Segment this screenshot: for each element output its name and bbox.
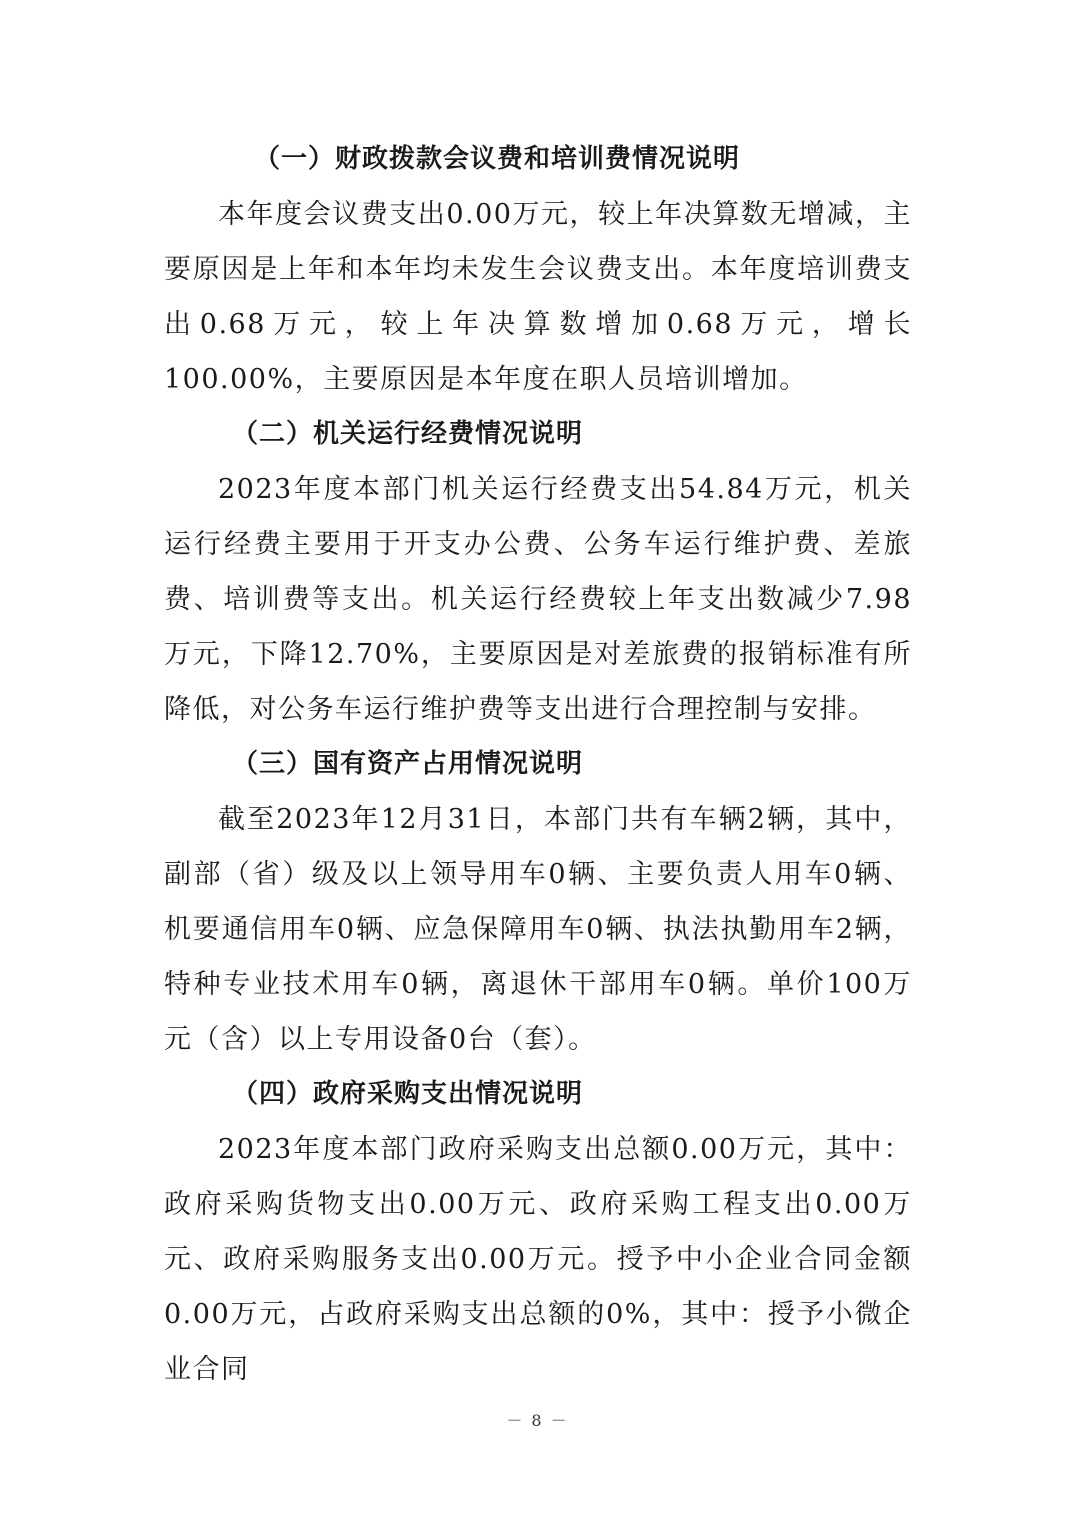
section-heading-government-procurement: （四）政府采购支出情况说明 [232, 1079, 584, 1109]
section-heading-state-assets: （三）国有资产占用情况说明 [232, 749, 584, 779]
section-heading-operating-expenses: （二）机关运行经费情况说明 [232, 419, 584, 449]
section-paragraph-state-assets: 截至2023年12月31日，本部门共有车辆2辆，其中，副部（省）级及以上领导用车0辆、主要负责人用车0辆、机要通信用车0辆、应急保障用车0辆、执法执勤用车2辆，特种专业技术用车0辆，离退休干部用车0辆。单价100万元（含）以上专用设备0台（套）。 [164, 804, 912, 1055]
section-paragraph-operating-expenses: 2023年度本部门机关运行经费支出54.84万元，机关运行经费主要用于开支办公费、公务车运行维护费、差旅费、培训费等支出。机关运行经费较上年支出数减少7.98万元，下降12.70%，主要原因是对差旅费的报销标准有所降低，对公务车运行维护费等支出进行合理控制与安排。 [164, 474, 912, 725]
section-paragraph-government-procurement: 2023年度本部门政府采购支出总额0.00万元，其中：政府采购货物支出0.00万元、政府采购工程支出0.00万元、政府采购服务支出0.00万元。授予中小企业合同金额0.00万元，占政府采购支出总额的0%，其中：授予小微企业合同 [164, 1134, 912, 1385]
section-paragraph-meeting-training: 本年度会议费支出0.00万元，较上年决算数无增减，主要原因是上年和本年均未发生会议费支出。本年度培训费支出0.68万元，较上年决算数增加0.68万元，增长100.00%，主要原因是本年度在职人员培训增加。 [164, 199, 912, 395]
section-heading-meeting-training: （一）财政拨款会议费和培训费情况说明 [254, 144, 741, 174]
document-body [164, 132, 912, 1397]
page-number: － 8 － [506, 1411, 569, 1430]
